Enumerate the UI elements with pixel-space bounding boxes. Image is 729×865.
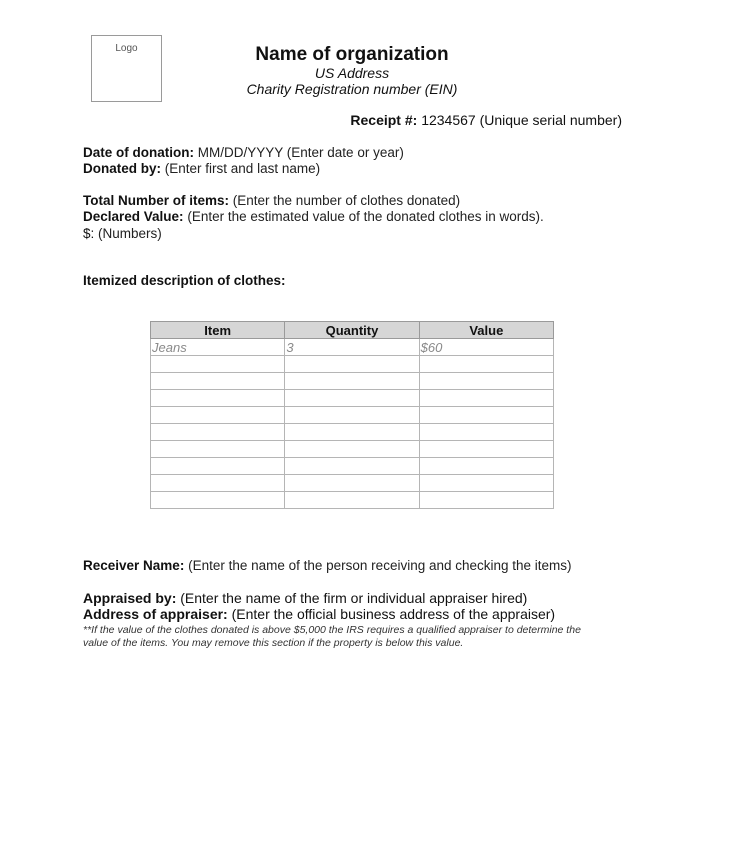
total-items: [83, 193, 460, 208]
quantity-cell[interactable]: 3: [285, 339, 419, 356]
receipt-label: Receipt #:: [350, 112, 418, 128]
quantity-cell[interactable]: [285, 492, 419, 509]
table-row: [151, 339, 554, 356]
table-row: [151, 458, 554, 475]
table-row: [151, 441, 554, 458]
total-label: Total Number of items:: [83, 193, 230, 208]
receiver-name: [83, 558, 572, 573]
donor-value: (Enter first and last name): [164, 161, 321, 176]
value-cell[interactable]: [419, 407, 553, 424]
items-table: [150, 321, 554, 509]
item-cell[interactable]: [151, 373, 285, 390]
value-cell[interactable]: [419, 356, 553, 373]
quantity-cell[interactable]: [285, 475, 419, 492]
quantity-cell[interactable]: [285, 356, 419, 373]
value-cell[interactable]: [419, 475, 553, 492]
table-row: [151, 390, 554, 407]
header-value: Value: [419, 322, 553, 339]
table-row: [151, 424, 554, 441]
dollars-value: (Numbers): [98, 226, 162, 241]
receiver-value: (Enter the name of the person receiving and checking the items): [188, 558, 572, 573]
quantity-cell[interactable]: [285, 407, 419, 424]
table-row: [151, 373, 554, 390]
appraiser-address: [83, 606, 555, 622]
header-quantity: Quantity: [285, 322, 419, 339]
itemized-title: Itemized description of clothes:: [83, 273, 286, 288]
value-cell[interactable]: [419, 441, 553, 458]
appraiser-address-label: Address of appraiser:: [83, 606, 228, 622]
item-cell[interactable]: [151, 458, 285, 475]
date-value: MM/DD/YYYY (Enter date or year): [197, 145, 404, 160]
appraised-value: (Enter the name of the firm or individual appraiser hired): [180, 590, 528, 606]
item-cell[interactable]: [151, 424, 285, 441]
quantity-cell[interactable]: [285, 390, 419, 407]
header-item: Item: [151, 322, 285, 339]
item-cell[interactable]: Jeans: [151, 339, 285, 356]
declared-text: (Enter the estimated value of the donated clothes in words).: [187, 209, 544, 224]
receipt-value: 1234567 (Unique serial number): [421, 112, 622, 128]
total-value: (Enter the number of clothes donated): [232, 193, 461, 208]
date-label: Date of donation:: [83, 145, 194, 160]
table-row: [151, 356, 554, 373]
item-cell[interactable]: [151, 407, 285, 424]
receiver-label: Receiver Name:: [83, 558, 185, 573]
organization-name: Name of organization: [255, 44, 449, 65]
value-cell[interactable]: [419, 373, 553, 390]
value-cell[interactable]: [419, 390, 553, 407]
logo-placeholder: [91, 35, 162, 102]
table-header-row: [151, 322, 554, 339]
value-cell[interactable]: [419, 458, 553, 475]
receipt-number: [350, 112, 622, 128]
table-row: [151, 492, 554, 509]
donated-by: [83, 161, 320, 176]
appraised-label: Appraised by:: [83, 590, 177, 606]
item-cell[interactable]: [151, 441, 285, 458]
quantity-cell[interactable]: [285, 441, 419, 458]
item-cell[interactable]: [151, 356, 285, 373]
quantity-cell[interactable]: [285, 424, 419, 441]
value-cell[interactable]: $60: [419, 339, 553, 356]
appraised-by: [83, 590, 527, 606]
logo-label: Logo: [115, 43, 138, 54]
table-row: [151, 475, 554, 492]
appraiser-note: **If the value of the clothes donated is above $5,000 the IRS requires a qualified appraiser to determine the value of the items. You may remove this section if the property is below this value.: [83, 624, 581, 649]
value-cell[interactable]: [419, 424, 553, 441]
item-cell[interactable]: [151, 390, 285, 407]
date-of-donation: [83, 145, 404, 160]
quantity-cell[interactable]: [285, 373, 419, 390]
declared-value: [83, 209, 544, 224]
item-cell[interactable]: [151, 475, 285, 492]
table-row: [151, 407, 554, 424]
dollar-amount: [83, 226, 162, 241]
value-cell[interactable]: [419, 492, 553, 509]
dollars-label: $:: [83, 226, 95, 241]
donor-label: Donated by:: [83, 161, 162, 176]
declared-label: Declared Value:: [83, 209, 184, 224]
organization-ein: Charity Registration number (EIN): [246, 81, 458, 97]
quantity-cell[interactable]: [285, 458, 419, 475]
organization-address: US Address: [314, 65, 390, 81]
item-cell[interactable]: [151, 492, 285, 509]
appraiser-address-value: (Enter the official business address of the appraiser): [231, 606, 556, 622]
